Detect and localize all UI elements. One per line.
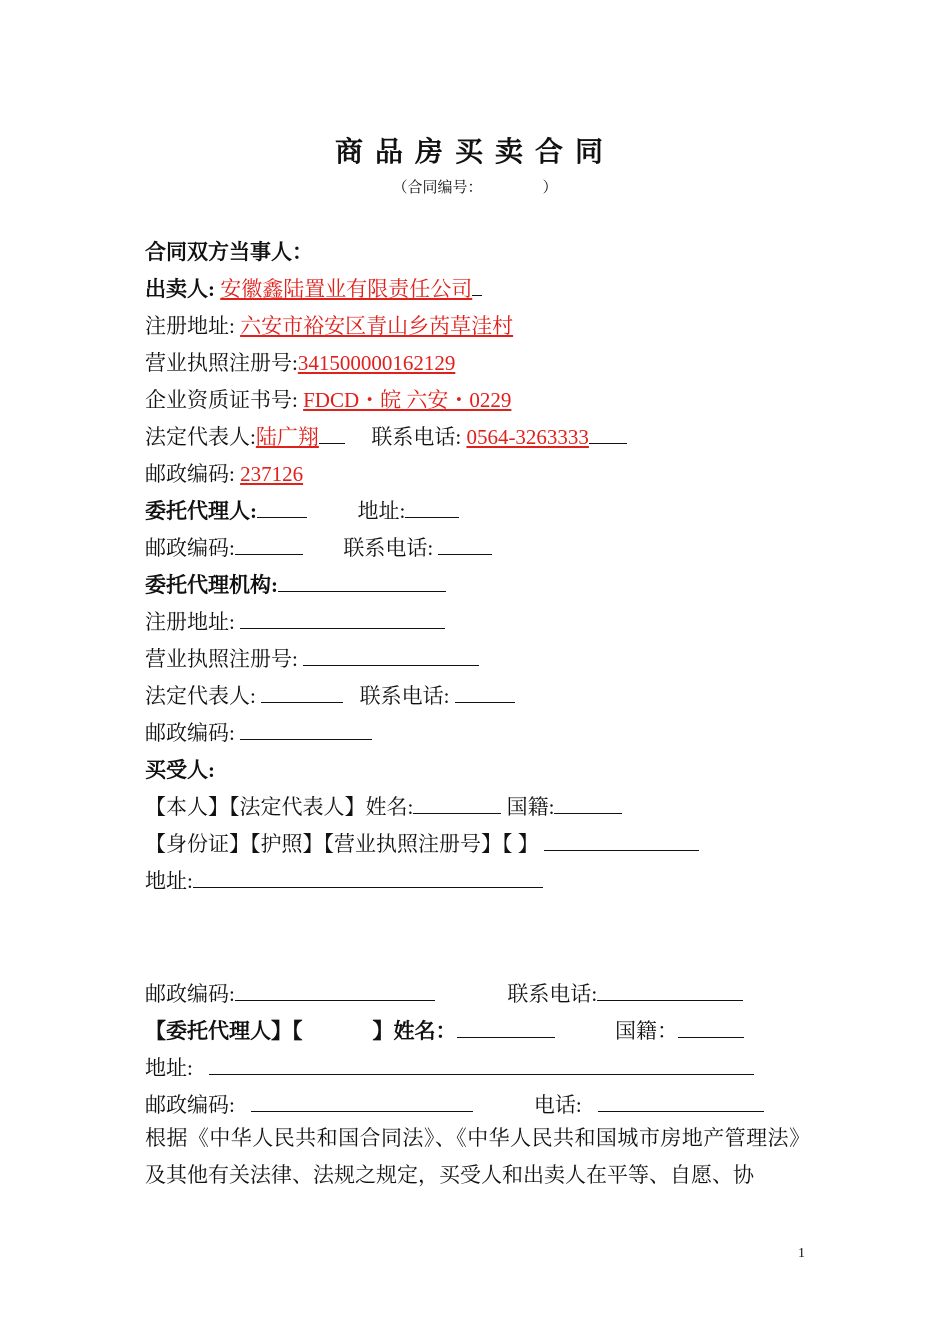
buyer-phone-blank[interactable] [597,982,743,1001]
agency-license-line [145,643,479,673]
buyer-id-label: 【身份证】【护照】【营业执照注册号】【 】 [145,832,539,856]
buyer-agent-address-line [145,1052,754,1082]
seller-rep: 陆广翔 [255,425,319,449]
buyer-agent-nationality-blank[interactable] [678,1019,744,1038]
buyer-postcode-line [145,978,743,1008]
seller-license-line [145,347,455,377]
buyer-agent-line [145,1015,744,1045]
buyer-id-line [145,828,699,858]
agency-address-label: 注册地址: [145,610,235,634]
buyer-agent-address-label: 地址: [145,1056,193,1080]
buyer-address-blank[interactable] [193,869,543,888]
buyer-phone-label: 联系电话: [507,982,598,1006]
agency-license-label: 营业执照注册号: [145,647,298,671]
seller-postcode-label: 邮政编码: [145,462,235,486]
seller-qual-label: 企业资质证书号: [145,388,298,412]
buyer-address-line [145,865,543,895]
buyer-agent-postcode-label: 邮政编码: [145,1093,235,1117]
buyer-agent-phone-blank[interactable] [598,1093,764,1112]
page-number: 1 [798,1246,805,1261]
agent-postcode-line [145,532,492,562]
buyer-agent-label-close: 】姓名： [372,1019,457,1043]
seller-line [145,273,482,303]
blank [472,277,482,296]
buyer-agent-label: 【委托代理人】【 [145,1019,303,1043]
agent-phone-label: 联系电话: [343,536,434,560]
buyer-name-line [145,791,622,821]
seller-rep-label: 法定代表人: [145,425,256,449]
agent-postcode-label: 邮政编码: [145,536,235,560]
buyer-nationality-blank[interactable] [554,795,622,814]
agency-postcode-blank[interactable] [240,721,372,740]
buyer-address-label: 地址: [145,869,193,893]
agency-name-blank[interactable] [278,573,446,592]
body-paragraph: 根据《中华人民共和国合同法》、《中华人民共和国城市房地产管理法》及其他有关法律、法规之规定，买受人和出卖人在平等、自愿、协 [145,1126,810,1187]
blank [589,425,627,444]
blank [319,425,345,444]
agency-rep-line [145,680,515,710]
agency-license-blank[interactable] [303,647,479,666]
agency-rep-blank[interactable] [261,684,343,703]
agency-postcode-label: 邮政编码: [145,721,235,745]
seller-license-label: 营业执照注册号: [145,351,298,375]
seller-qual-line [145,384,511,414]
seller-phone-label: 联系电话: [371,425,462,449]
buyer-agent-postcode-blank[interactable] [251,1093,473,1112]
agency-address-line [145,606,445,636]
agent-label: 委托代理人: [145,499,257,523]
buyer-agent-phone-label: 电话: [533,1093,582,1117]
agency-address-blank[interactable] [240,610,445,629]
agent-address-blank[interactable] [405,499,459,518]
seller-rep-line [145,421,627,451]
buyer-agent-postcode-line [145,1089,764,1119]
agent-name-blank[interactable] [257,499,307,518]
agency-phone-blank[interactable] [455,684,515,703]
agent-address-label: 地址: [357,499,406,523]
agency-postcode-line [145,717,372,747]
seller-qual: FDCD・皖 六安・0229 [303,388,512,412]
contract-number [0,176,950,197]
agent-phone-blank[interactable] [438,536,492,555]
agent-postcode-blank[interactable] [235,536,303,555]
buyer-name-blank[interactable] [413,795,501,814]
agency-phone-label: 联系电话: [359,684,450,708]
seller-address: 六安市裕安区青山乡芮草洼村 [240,314,514,338]
agency-rep-label: 法定代表人: [145,684,256,708]
agency-line [145,569,446,599]
agent-line [145,495,459,525]
seller-postcode-line [145,458,303,488]
seller-phone: 0564-3263333 [466,425,589,449]
parties-heading: 合同双方当事人： [145,240,313,264]
buyer-label: 买受人: [145,758,215,782]
seller-address-label: 注册地址: [145,314,235,338]
buyer-nationality-label: 国籍: [506,795,555,819]
seller-license: 341500000162129 [297,351,456,375]
seller-label: 出卖人: [145,277,215,301]
buyer-agent-name-blank[interactable] [457,1019,555,1038]
seller-name: 安徽鑫陆置业有限责任公司 [220,277,473,301]
buyer-id-blank[interactable] [544,832,699,851]
document-title: 商品房买卖合同 [334,137,615,168]
buyer-postcode-label: 邮政编码: [145,982,235,1006]
buyer-name-label: 【本人】【法定代表人】姓名: [145,795,414,819]
seller-postcode: 237126 [240,462,304,486]
seller-address-line [145,310,513,340]
buyer-agent-nationality-label: 国籍： [615,1019,678,1043]
buyer-postcode-blank[interactable] [235,982,435,1001]
contract-number-label: （合同编号： [392,180,483,196]
contract-number-close: ） [542,180,558,196]
buyer-agent-address-blank[interactable] [209,1056,754,1075]
agency-label: 委托代理机构: [145,573,278,597]
